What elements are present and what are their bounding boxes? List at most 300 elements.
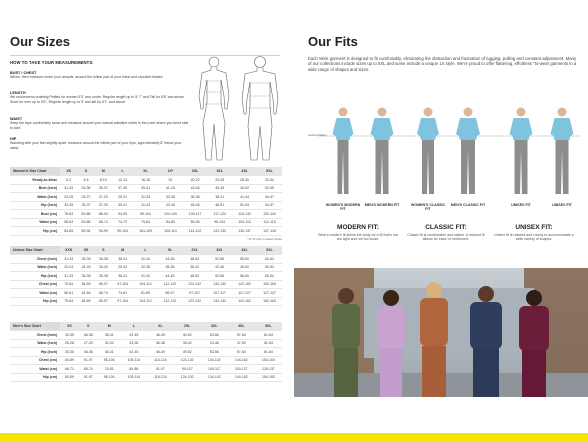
table-header-row (10, 167, 282, 176)
table-row (10, 193, 282, 202)
measure-length-heading: LENGTH (10, 91, 26, 95)
table-cell: 54-57 (257, 201, 282, 210)
table-cell: 63-68 (77, 218, 94, 227)
table-cell: 122-132 (182, 297, 207, 306)
table-cell: 104-109 (133, 227, 158, 236)
table-cell: 84-89 (60, 356, 79, 365)
table-cell: 38-41 (207, 193, 232, 202)
table-cell: 88-94 (95, 210, 112, 219)
measure-bust (10, 71, 190, 80)
table-cell: 44-48 (158, 272, 182, 281)
figure-scrub-pants (338, 140, 349, 194)
table-cell: M (95, 167, 112, 176)
male-measure-lines (249, 83, 271, 108)
table-cell: 97-104 (112, 297, 133, 306)
table-cell: 61-66 (77, 289, 94, 298)
table-cell: XL (158, 246, 182, 255)
table-cell: 51-54 (255, 339, 282, 348)
fit-label-mens-classic: MEN'S CLASSIC FIT (450, 203, 486, 207)
row-label: Unisex Size Chart (10, 246, 60, 255)
table-cell: 66-71 (60, 365, 79, 374)
table-cell: 32-35 (133, 263, 157, 272)
table-row (10, 373, 282, 382)
fit-figure (333, 108, 354, 195)
table-cell: 5XL (255, 322, 282, 331)
fit-label-womens-classic: WOMEN'S CLASSIC FIT (410, 203, 446, 212)
table-cell: 4XL (232, 167, 257, 176)
fit-label-unisex-2: UNISEX FIT (552, 203, 572, 207)
table-cell: XL (133, 167, 158, 176)
table-cell: 142-152 (232, 280, 257, 289)
mens-size-chart (10, 322, 282, 382)
table-cell: 46-49 (207, 184, 232, 193)
table-cell: 33-35 (60, 331, 79, 340)
table-cell: 30-32 (98, 339, 121, 348)
table-cell: 29-31 (112, 193, 133, 202)
table-cell: 132-140 (257, 210, 282, 219)
table-cell: 84-89 (158, 218, 183, 227)
table-cell: 42-46 (207, 263, 232, 272)
table-cell: 76-81 (98, 365, 121, 374)
table-cell: S (79, 322, 98, 331)
table-cell: 81-89 (133, 289, 157, 298)
table-cell: 99-107 (174, 365, 201, 374)
table-cell: 48-51 (207, 201, 232, 210)
table-cell: 31-33 (60, 184, 77, 193)
table-cell: 2XL (174, 322, 201, 331)
table-cell: 96-104 (207, 218, 232, 227)
figure-scrub-pants (422, 140, 434, 194)
measure-hip-text: Standing with your feet slightly apart, measure around the fullest part of your hips, approximately 8" below your waist. (10, 141, 182, 150)
classic-fit-heading: CLASSIC FIT: (425, 224, 467, 231)
table-cell: 2XL (182, 246, 207, 255)
table-cell: 51-54 (232, 201, 257, 210)
unisex-fit-heading: UNISEX FIT: (515, 224, 553, 231)
figure-head (517, 108, 526, 117)
our-fits-panel (294, 0, 588, 433)
table-cell: 33-35 (158, 193, 183, 202)
table-cell: 38-41 (112, 272, 133, 281)
table-cell: 52-55 (257, 184, 282, 193)
our-fits-title: Our Fits (308, 34, 358, 49)
table-cell: 134-142 (201, 356, 228, 365)
table-cell: 31-33 (60, 255, 77, 264)
table-cell: 105-114 (121, 356, 148, 365)
table-cell: 89-97 (95, 280, 112, 289)
table-cell: 98-104 (98, 356, 121, 365)
table-cell: 122-132 (182, 280, 207, 289)
table-cell: 44-47 (257, 193, 282, 202)
table-cell: 74-79 (112, 218, 133, 227)
table-cell: 33-35 (77, 255, 94, 264)
table-row (10, 184, 282, 193)
table-cell: 36-38 (79, 348, 98, 357)
table-cell: 41-43 (158, 184, 183, 193)
row-label: Women's Size Chart (10, 167, 60, 176)
table-cell: 83-88 (77, 210, 94, 219)
row-label: Hip (inch) (10, 272, 60, 281)
row-label: Chest (cm) (10, 356, 60, 365)
classic-fit-text: Classic fit is comfortable and stylish. A relaxed fit allows for ease of movement. (407, 233, 485, 242)
table-cell: 35-37 (95, 184, 112, 193)
fit-figures (308, 106, 582, 202)
table-cell: 56-60 (232, 272, 257, 281)
table-cell: 33-35 (60, 201, 77, 210)
table-cell: 35-38 (95, 272, 112, 281)
table-cell: 144-152 (228, 373, 255, 382)
table-cell: 48-52 (182, 272, 207, 281)
table-cell: 68-74 (95, 218, 112, 227)
table-cell: 35-38 (95, 255, 112, 264)
table-cell: 35-38 (158, 263, 182, 272)
table-cell: 31-33 (60, 272, 77, 281)
table-cell: 60-64 (257, 255, 282, 264)
table-row (10, 201, 282, 210)
table-cell: 42-45 (121, 331, 148, 340)
modern-fit-text: Wink's modern fit skims the body for a fit that's not too tight and not too loose. (318, 233, 398, 242)
table-cell: 117-124 (207, 210, 232, 219)
table-cell: 99-104 (112, 227, 133, 236)
figure-scrub-top (333, 118, 354, 140)
table-cell: 37-39 (112, 184, 133, 193)
table-row (10, 280, 282, 289)
table-cell: 39-42 (174, 339, 201, 348)
female-measure-lines (205, 81, 223, 104)
table-cell: 109-117 (201, 365, 228, 374)
figure-scrub-top (371, 118, 394, 140)
table-cell: 91-97 (79, 356, 98, 365)
table-cell: 20 (158, 176, 183, 185)
row-label: Waist (cm) (10, 218, 60, 227)
table-cell: 46-49 (147, 348, 174, 357)
table-cell: 89-94 (77, 227, 94, 236)
table-row (10, 227, 282, 236)
table-cell: 57-60 (228, 331, 255, 340)
table-cell: 27-29 (79, 339, 98, 348)
table-cell: 116-124 (147, 373, 174, 382)
modern-fit-heading: MODERN FIT: (337, 224, 379, 231)
table-cell: 31-33 (133, 193, 158, 202)
female-figure-outline (199, 57, 229, 160)
table-cell: 20-22 (183, 176, 207, 185)
table-cell: 5XL (257, 167, 282, 176)
row-label: Hip (inch) (10, 348, 60, 357)
table-cell: 53-56 (201, 348, 228, 357)
figure-scrub-top (551, 118, 574, 140)
table-cell: 89-96 (183, 218, 207, 227)
table-cell: 122-130 (207, 227, 232, 236)
row-label: Waist (inch) (10, 339, 60, 348)
table-cell: 117-127 (232, 289, 257, 298)
measure-waist-text: Keep the tape comfortably loose and measure around your natural waistline which is the point where you bend side to side. (10, 121, 189, 130)
row-label: Waist (inch) (10, 263, 60, 272)
table-cell: 114-122 (183, 227, 207, 236)
figure-scrub-top (510, 118, 533, 140)
table-cell: 52-56 (207, 255, 232, 264)
table-cell: 104-109 (158, 210, 183, 219)
row-label: Men's Size Chart (10, 322, 60, 331)
table-cell: 29-32 (112, 263, 133, 272)
table-cell: 47-50 (228, 339, 255, 348)
table-cell: 84-89 (77, 297, 94, 306)
person-rust-scrubs (420, 282, 448, 397)
table-cell: 78-83 (60, 210, 77, 219)
table-cell: 137-145 (257, 227, 282, 236)
table-cell: XS (60, 322, 79, 331)
table-cell: 132-142 (207, 297, 232, 306)
table-cell: 3XL (201, 322, 228, 331)
table-row (10, 297, 282, 306)
table-cell: 132-142 (207, 280, 232, 289)
table-cell: 127-137 (257, 289, 282, 298)
table-cell: 91-97 (79, 373, 98, 382)
table-cell: 38-41 (98, 348, 121, 357)
table-cell: 109-114 (158, 227, 183, 236)
table-cell: 35-38 (183, 193, 207, 202)
fit-illustrations (308, 106, 582, 214)
table-cell: 24-26 (207, 176, 232, 185)
table-cell: 79-84 (60, 297, 77, 306)
table-cell: 1X* (158, 167, 183, 176)
table-cell: 124-132 (174, 373, 201, 382)
fit-figure (417, 108, 439, 195)
measure-bust-text: Whole, then measure under your armpits, around the fullest part of your chest and shoulder blades (10, 75, 163, 80)
natural-waist-label: Natural Waist (308, 133, 326, 137)
table-cell: 3XL (207, 246, 232, 255)
table-cell: 107-117 (207, 289, 232, 298)
table-cell: 0-2 (60, 176, 77, 185)
table-cell: L (133, 246, 157, 255)
table-cell: 84-89 (121, 365, 148, 374)
fit-figure (551, 108, 574, 195)
table-cell: 84-89 (77, 280, 94, 289)
row-label: Bust (inch) (10, 184, 60, 193)
table-cell: 8-10 (95, 176, 112, 185)
table-cell: 42-45 (121, 348, 148, 357)
fit-label-womens-modern: WOMEN'S MODERN FIT (325, 203, 361, 212)
table-cell: 41-44 (232, 193, 257, 202)
table-cell: M (98, 322, 121, 331)
classic-fit-description (404, 224, 488, 242)
table-cell: 94-99 (112, 210, 133, 219)
figure-head (339, 108, 348, 117)
table-row (10, 263, 282, 272)
table-cell: 152-163 (257, 280, 282, 289)
table-cell: 89-97 (158, 289, 182, 298)
row-label: Waist (cm) (10, 289, 60, 298)
table-cell: 33-35 (121, 339, 148, 348)
table-cell: 2XL (183, 167, 207, 176)
table-cell: 124-132 (174, 356, 201, 365)
table-cell: 89-97 (95, 297, 112, 306)
table-row (10, 176, 282, 185)
how-to-measure-heading: HOW TO TAKE YOUR MEASUREMENTS: (10, 60, 94, 65)
table-cell: 22-24 (60, 263, 77, 272)
table-cell: 130-137 (232, 227, 257, 236)
table-row (10, 365, 282, 374)
table-cell: 94-99 (95, 227, 112, 236)
table-cell: 116-124 (147, 356, 174, 365)
table-cell: 154-163 (255, 373, 282, 382)
table-cell: 12-14 (112, 176, 133, 185)
table-cell: 39-41 (133, 184, 158, 193)
womens-chart-note: *1X fit only in select styles (247, 237, 282, 241)
figure-head (464, 108, 473, 117)
row-label: Hip (cm) (10, 373, 60, 382)
table-row (10, 331, 282, 340)
table-cell: 50-54 (257, 263, 282, 272)
table-row (10, 272, 282, 281)
figure-head (378, 108, 387, 117)
fit-label-unisex-1: UNISEX FIT (511, 203, 531, 207)
table-cell: 16-18 (133, 176, 158, 185)
table-cell: 119-127 (228, 365, 255, 374)
table-cell: 124-132 (232, 210, 257, 219)
row-label: Hip (inch) (10, 201, 60, 210)
measure-waist (10, 117, 190, 130)
table-cell: 79-84 (60, 280, 77, 289)
row-label: Chest (inch) (10, 331, 60, 340)
healthcare-team-photo (294, 268, 588, 397)
table-cell: 23-25 (60, 193, 77, 202)
table-cell: 97-104 (112, 280, 133, 289)
figure-scrub-pants (461, 140, 475, 194)
table-cell: 109-117 (183, 210, 207, 219)
row-label: Hip (cm) (10, 297, 60, 306)
measure-bust-heading: BUST / CHEST (10, 71, 37, 75)
table-row (10, 356, 282, 365)
table-cell: 41-44 (133, 255, 157, 264)
table-cell: 112-122 (158, 297, 182, 306)
row-label: Ready-to-Wear (10, 176, 60, 185)
table-cell: 112-122 (158, 280, 182, 289)
table-cell: 144-152 (228, 356, 255, 365)
table-cell: 5XL (257, 246, 282, 255)
table-cell: 43-46 (183, 184, 207, 193)
table-cell: 49-52 (174, 348, 201, 357)
table-header-row (10, 246, 282, 255)
table-cell: 91-97 (147, 365, 174, 374)
table-cell: 152-163 (257, 297, 282, 306)
table-cell: 56-61 (60, 289, 77, 298)
footer-accent-bar (0, 433, 588, 441)
table-cell: 61-64 (255, 331, 282, 340)
table-cell: 66-74 (95, 289, 112, 298)
figure-scrub-top (456, 118, 480, 140)
table-cell: 28-30 (232, 176, 257, 185)
table-cell: 69-74 (79, 365, 98, 374)
table-cell: 39-41 (112, 201, 133, 210)
table-cell: 142-152 (232, 297, 257, 306)
measure-hip (10, 137, 190, 150)
table-cell: 33-35 (77, 272, 94, 281)
table-row (10, 348, 282, 357)
table-cell: 56-60 (232, 255, 257, 264)
table-cell: 84-89 (60, 227, 77, 236)
table-cell: 25-27 (77, 193, 94, 202)
figure-scrub-pants (376, 140, 389, 194)
table-cell: 44-48 (158, 255, 182, 264)
row-label: Hip (cm) (10, 227, 60, 236)
table-cell: 4XL (232, 246, 257, 255)
figure-scrub-top (417, 118, 439, 140)
table-cell: 79-84 (133, 218, 158, 227)
table-cell: M (112, 246, 133, 255)
table-cell: 46-50 (232, 263, 257, 272)
table-cell: 35-37 (77, 201, 94, 210)
table-cell: 36-38 (79, 331, 98, 340)
table-cell: 97-107 (182, 289, 207, 298)
table-cell: 49-52 (174, 331, 201, 340)
table-cell: XS (77, 246, 94, 255)
table-cell: 37-39 (95, 201, 112, 210)
modern-fit-description (316, 224, 400, 242)
fit-label-mens-modern: MEN'S MODERN FIT (364, 203, 400, 207)
figure-head (424, 108, 433, 117)
table-row (10, 255, 282, 264)
table-cell: 33-35 (77, 184, 94, 193)
table-cell: XXS (60, 246, 77, 255)
table-cell: 104-112 (232, 218, 257, 227)
table-cell: 4-6 (77, 176, 94, 185)
table-cell: 98-104 (98, 373, 121, 382)
row-label: Chest (cm) (10, 280, 60, 289)
table-cell: 129-137 (255, 365, 282, 374)
table-cell: 104-112 (133, 280, 157, 289)
table-cell: 112-119 (257, 218, 282, 227)
table-cell: 84-89 (60, 373, 79, 382)
table-cell: 99-104 (133, 210, 158, 219)
table-cell: 49-52 (232, 184, 257, 193)
figure-scrub-pants (556, 140, 569, 194)
row-label: Waist (cm) (10, 365, 60, 374)
table-cell: L (121, 322, 148, 331)
table-cell: 33-35 (60, 348, 79, 357)
table-cell: 46-49 (147, 331, 174, 340)
person-navy-scrubs (470, 286, 502, 397)
our-sizes-panel (0, 0, 294, 433)
womens-size-chart (10, 167, 282, 236)
measure-hip-heading: HIP (10, 137, 17, 141)
table-cell: 43-45 (158, 201, 183, 210)
table-cell: 58-63 (60, 218, 77, 227)
table-row (10, 210, 282, 219)
unisex-fit-text: Unisex fit is relaxed and roomy to accommodate a wide variety of shapes. (494, 233, 574, 242)
table-cell: 38-41 (98, 331, 121, 340)
table-cell: 38-42 (182, 263, 207, 272)
table-cell: 154-163 (255, 356, 282, 365)
measure-waist-heading: WAIST (10, 117, 23, 121)
table-row (10, 289, 282, 298)
row-label: Chest (inch) (10, 255, 60, 264)
our-sizes-title: Our Sizes (10, 34, 70, 49)
table-row (10, 218, 282, 227)
table-row (10, 339, 282, 348)
figure-head (558, 108, 567, 117)
table-cell: 74-81 (112, 289, 133, 298)
table-cell: 43-46 (201, 339, 228, 348)
table-cell: 104-112 (133, 297, 157, 306)
table-cell: XS (60, 167, 77, 176)
table-cell: 60-64 (257, 272, 282, 281)
table-cell: 24-26 (77, 263, 94, 272)
male-figure-outline (242, 57, 278, 161)
table-cell: 38-41 (112, 255, 133, 264)
table-cell: 48-52 (182, 255, 207, 264)
table-cell: S (95, 246, 112, 255)
row-label: Bust (cm) (10, 210, 60, 219)
measure-length-text: We recommend ordering Petites for women 5'3" and under. Regular length up to 5' 7" and Tall for 5'8" and above. Short for men up to 5'6", Regular length up to 5' and tall for 6'1" and above. (10, 95, 186, 104)
